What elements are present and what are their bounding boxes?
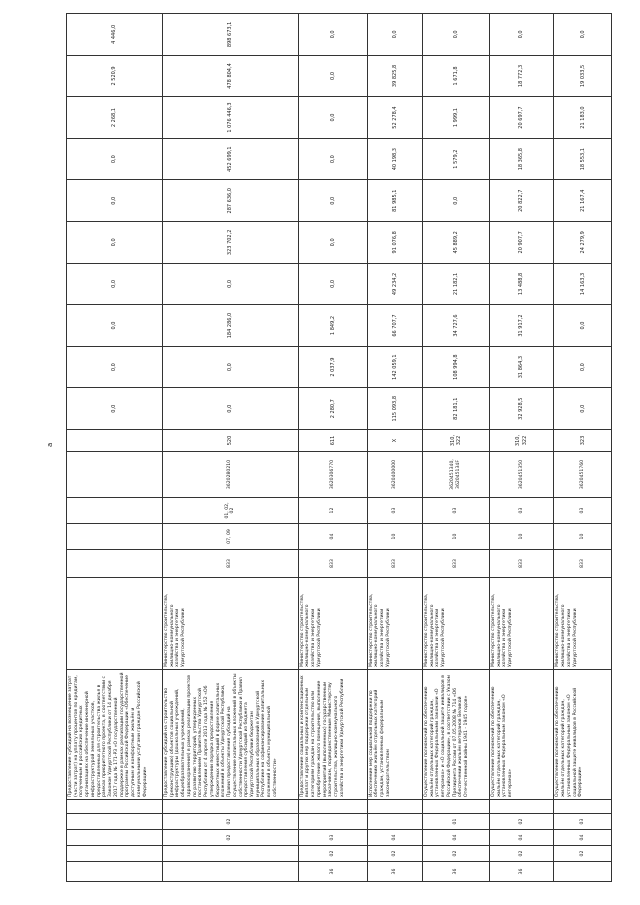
responsible-executor-cell: Министерство строительства, жилищно-коммунального хозяйства и энергетики Удмуртской Республики <box>162 578 298 670</box>
code-cell-c1: 36 <box>422 862 489 882</box>
value-cell-v2: 0,0 <box>554 346 612 388</box>
code-cell-c2: 02 <box>422 846 489 862</box>
table-row <box>367 14 422 882</box>
table-row <box>67 14 163 882</box>
cell-rz: 10 <box>489 524 554 550</box>
cell-rz: 10 <box>554 524 612 550</box>
measure-name-cell: Исполнение мер социальной поддержки по обеспечению жильём отдельных категорий граждан, установленных федеральным законодательством <box>367 670 422 800</box>
code-cell-c2: 02 <box>554 846 612 862</box>
code-cell-c1 <box>67 862 163 882</box>
value-cell-v3: 31 917,2 <box>489 305 554 347</box>
code-cell-c4: 01 <box>422 814 489 830</box>
value-cell-v2: 0,0 <box>67 346 163 388</box>
value-cell-vr: 310, 322 <box>422 430 489 452</box>
value-cell-v4: 14 163,3 <box>554 263 612 305</box>
responsible-executor-cell: Министерство строительства, жилищно-коммунального хозяйства и энергетики Удмуртской Республики <box>298 578 367 670</box>
measure-name-cell: Осуществление полномочий по обеспечению жильём отдельных категорий граждан, установленных Федеральным законом «О ветеранах» <box>489 670 554 800</box>
program-table <box>66 13 612 882</box>
value-cell-vr: 520 <box>162 430 298 452</box>
page-mark: a <box>46 442 54 447</box>
value-cell-v8: 1 999,1 <box>422 97 489 139</box>
code-cell-c1: 36 <box>489 862 554 882</box>
code-cell-c5 <box>367 800 422 814</box>
value-cell-v3: 0,0 <box>67 305 163 347</box>
value-cell-v7: 0,0 <box>298 138 367 180</box>
value-cell-vr <box>67 430 163 452</box>
code-cell-c3: 03 <box>298 830 367 846</box>
value-cell-v10: 898 673,1 <box>162 14 298 56</box>
responsible-executor-cell <box>67 578 163 670</box>
code-cell-c5 <box>554 800 612 814</box>
code-cell-csr <box>67 452 163 498</box>
value-cell-v6: 0,0 <box>298 180 367 222</box>
cell-rz: 10 <box>367 524 422 550</box>
measure-name-cell: Осуществление полномочий по обеспечению жильём отдельных категорий граждан, установленных Федеральным законом «О социальной защите инвалидов в Российской Федерации» <box>554 670 612 800</box>
table-row <box>554 14 612 882</box>
code-cell-c5 <box>489 800 554 814</box>
value-cell-vr: X <box>367 430 422 452</box>
cell-grbs: 833 <box>162 550 298 578</box>
value-cell-v6: 20 822,7 <box>489 180 554 222</box>
table-row <box>422 14 489 882</box>
code-cell-csr: 3620400000 <box>367 452 422 498</box>
value-cell-v4: 0,0 <box>162 263 298 305</box>
value-cell-v7: 452 699,1 <box>162 138 298 180</box>
code-cell-c2: 02 <box>367 846 422 862</box>
value-cell-v10: 0,0 <box>489 14 554 56</box>
value-cell-v10: 0,0 <box>298 14 367 56</box>
code-cell-c1: 36 <box>298 862 367 882</box>
code-cell-c4: 02 <box>162 814 298 830</box>
table-row <box>298 14 367 882</box>
responsible-executor-cell: Министерство строительства, жилищно-коммунального хозяйства и энергетики Удмуртской Республики <box>489 578 554 670</box>
value-cell-v9: 2 520,9 <box>67 55 163 97</box>
value-cell-v4: 13 488,8 <box>489 263 554 305</box>
value-cell-v1: 0,0 <box>554 388 612 430</box>
code-cell-c3 <box>67 830 163 846</box>
cell-rz: 04 <box>298 524 367 550</box>
value-cell-v5: 323 702,2 <box>162 222 298 264</box>
code-cell-csr: 3620280210 <box>162 452 298 498</box>
responsible-executor-cell: Министерство строительства, жилищно-коммунального хозяйства и энергетики Удмуртской Республики <box>422 578 489 670</box>
value-cell-v4: 21 182,1 <box>422 263 489 305</box>
code-cell-csr: 3620451340, 362045134F <box>422 452 489 498</box>
value-cell-v7: 18 553,1 <box>554 138 612 180</box>
value-cell-v5: 20 907,7 <box>489 222 554 264</box>
code-cell-c3: 04 <box>554 830 612 846</box>
value-cell-v3: 1 849,2 <box>298 305 367 347</box>
value-cell-v6: 21 167,4 <box>554 180 612 222</box>
value-cell-v5: 24 279,9 <box>554 222 612 264</box>
value-cell-v2: 142 059,1 <box>367 346 422 388</box>
value-cell-v7: 0,0 <box>67 138 163 180</box>
value-cell-v1: 0,0 <box>162 388 298 430</box>
cell-rz: 10 <box>422 524 489 550</box>
value-cell-v8: 21 183,0 <box>554 97 612 139</box>
code-cell-csr: 3620451760 <box>554 452 612 498</box>
value-cell-v9: 18 772,3 <box>489 55 554 97</box>
code-cell-c3: 04 <box>489 830 554 846</box>
cell-grbs: 833 <box>554 550 612 578</box>
value-cell-v6: 0,0 <box>422 180 489 222</box>
code-cell-c1 <box>162 862 298 882</box>
value-cell-v10: 0,0 <box>554 14 612 56</box>
code-cell-c4: 03 <box>554 814 612 830</box>
code-cell-c1 <box>554 862 612 882</box>
cell-grbs <box>67 550 163 578</box>
cell-pr: 03 <box>489 498 554 524</box>
value-cell-v8: 20 697,7 <box>489 97 554 139</box>
code-cell-c4 <box>298 814 367 830</box>
cell-pr: 12 <box>298 498 367 524</box>
measure-name-cell: Предоставление субсидий на возмещение затрат (части затрат) на уплату процентов по кредитам, полученным в российских кредитных организациях на обеспечение инженерной инфраструктурой земельных участков, предоставленных для строительства жилья в рамках приоритетного проекта, в соответствии с Законом Удмуртской Республики от 14 декабря 2017 года № 171-РЗ «О государственной поддержке в рамках реализации государственной программы Российской Федерации «Обеспечение доступным и комфортным жильём и коммунальными услугами граждан Российской Федерации» <box>67 670 163 800</box>
value-cell-v9: 478 804,4 <box>162 55 298 97</box>
code-cell-c4 <box>367 814 422 830</box>
value-cell-v3: 184 286,0 <box>162 305 298 347</box>
value-cell-v9: 39 825,8 <box>367 55 422 97</box>
code-cell-csr: 3620451350 <box>489 452 554 498</box>
value-cell-v6: 0,0 <box>67 180 163 222</box>
value-cell-v5: 45 889,2 <box>422 222 489 264</box>
value-cell-v1: 0,0 <box>67 388 163 430</box>
value-cell-v3: 66 707,7 <box>367 305 422 347</box>
value-cell-v1: 82 181,1 <box>422 388 489 430</box>
value-cell-v10: 0,0 <box>367 14 422 56</box>
cell-pr: 01, 02, 02 <box>162 498 298 524</box>
code-cell-c3: 04 <box>422 830 489 846</box>
value-cell-v6: 287 636,0 <box>162 180 298 222</box>
value-cell-v10: 4 446,0 <box>67 14 163 56</box>
code-cell-c1: 36 <box>367 862 422 882</box>
code-cell-c4 <box>67 814 163 830</box>
value-cell-v3: 0,0 <box>554 305 612 347</box>
cell-grbs: 833 <box>298 550 367 578</box>
code-cell-c5 <box>67 800 163 814</box>
value-cell-v1: 115 093,8 <box>367 388 422 430</box>
responsible-executor-cell: Министерство строительства, жилищно-коммунального хозяйства и энергетики Удмуртской Республики <box>554 578 612 670</box>
value-cell-vr: 310, 322 <box>489 430 554 452</box>
code-cell-c2: 02 <box>298 846 367 862</box>
code-cell-c2 <box>162 846 298 862</box>
value-cell-v4: 0,0 <box>67 263 163 305</box>
table-row <box>162 14 298 882</box>
value-cell-v7: 40 198,3 <box>367 138 422 180</box>
value-cell-v9: 1 671,8 <box>422 55 489 97</box>
responsible-executor-cell: Министерство строительства, жилищно-коммунального хозяйства и энергетики Удмуртской Республики <box>367 578 422 670</box>
code-cell-c3: 04 <box>367 830 422 846</box>
value-cell-v10: 0,0 <box>422 14 489 56</box>
value-cell-v4: 0,0 <box>298 263 367 305</box>
code-cell-c2: 02 <box>489 846 554 862</box>
code-cell-csr: 3620306770 <box>298 452 367 498</box>
code-cell-c2 <box>67 846 163 862</box>
value-cell-v5: 0,0 <box>67 222 163 264</box>
value-cell-v5: 0,0 <box>298 222 367 264</box>
code-cell-c3: 02 <box>162 830 298 846</box>
code-cell-c5 <box>162 800 298 814</box>
cell-rz: 07, 09 <box>162 524 298 550</box>
cell-pr: 03 <box>367 498 422 524</box>
cell-grbs: 833 <box>367 550 422 578</box>
value-cell-v7: 1 579,2 <box>422 138 489 180</box>
value-cell-v5: 91 076,8 <box>367 222 422 264</box>
value-cell-v3: 34 727,6 <box>422 305 489 347</box>
value-cell-vr: 611 <box>298 430 367 452</box>
code-cell-c4: 02 <box>489 814 554 830</box>
value-cell-v7: 18 365,8 <box>489 138 554 180</box>
cell-grbs: 833 <box>422 550 489 578</box>
value-cell-v2: 31 864,3 <box>489 346 554 388</box>
table-row <box>489 14 554 882</box>
measure-name-cell: Предоставление социальных и компенсационных выплат и других мер поддержки отдельным категориям граждан на строительство или приобретение жилого помещения, выполнение мероприятий (выполненных) государственным заказчиком, подведомственным Министерству строительства, жилищно-коммунального хозяйства и энергетики Удмуртской Республики <box>298 670 367 800</box>
cell-grbs: 833 <box>489 550 554 578</box>
value-cell-v2: 0,0 <box>162 346 298 388</box>
value-cell-v9: 19 033,5 <box>554 55 612 97</box>
cell-pr <box>67 498 163 524</box>
value-cell-v8: 52 278,4 <box>367 97 422 139</box>
value-cell-v6: 81 985,1 <box>367 180 422 222</box>
value-cell-v1: 32 928,5 <box>489 388 554 430</box>
value-cell-vr: 323 <box>554 430 612 452</box>
measure-name-cell: Предоставление субсидий на строительство (реконструкцию) объектов социальной инфраструктуры (дошкольных учреждений, общеобразовательных учреждений, здравоохранения) в рамках реализации проектов по развитию территорий, утвержденных постановлением Правительства Удмуртской Республики от 4 апреля 2013 года № 152 «Об утверждении порядка предоставления бюджетных инвестиций в форме капитальных вложений в объекты Удмуртской Республики, Правил предоставления субсидий на осуществление капитальных вложений в объекты собственности Удмуртской Республики и Правил предоставления субсидий из бюджета Удмуртской Республики бюджетам муниципальных образований в Удмуртской Республике на софинансирование капитальных вложений в объекты муниципальной собственности» <box>162 670 298 800</box>
value-cell-v8: 0,0 <box>298 97 367 139</box>
measure-name-cell: Осуществление полномочий по обеспечению жильём отдельных категорий граждан, установленных Федеральными законами «О ветеранах» и «О социальной защите инвалидов в Российской Федерации», в соответствии с Указом Президента России от 07.05.2008 № 714 «Об обеспечении жильём ветеранов Великой Отечественной войны 1941 - 1945 годов» <box>422 670 489 800</box>
code-cell-c5 <box>298 800 367 814</box>
value-cell-v4: 49 234,2 <box>367 263 422 305</box>
cell-pr: 03 <box>422 498 489 524</box>
cell-rz <box>67 524 163 550</box>
value-cell-v1: 2 280,7 <box>298 388 367 430</box>
cell-pr: 03 <box>554 498 612 524</box>
rotated-table-container <box>66 14 612 882</box>
value-cell-v2: 108 994,8 <box>422 346 489 388</box>
value-cell-v9: 0,0 <box>298 55 367 97</box>
value-cell-v8: 1 076 446,3 <box>162 97 298 139</box>
code-cell-c5 <box>422 800 489 814</box>
value-cell-v8: 2 268,1 <box>67 97 163 139</box>
value-cell-v2: 2 037,9 <box>298 346 367 388</box>
